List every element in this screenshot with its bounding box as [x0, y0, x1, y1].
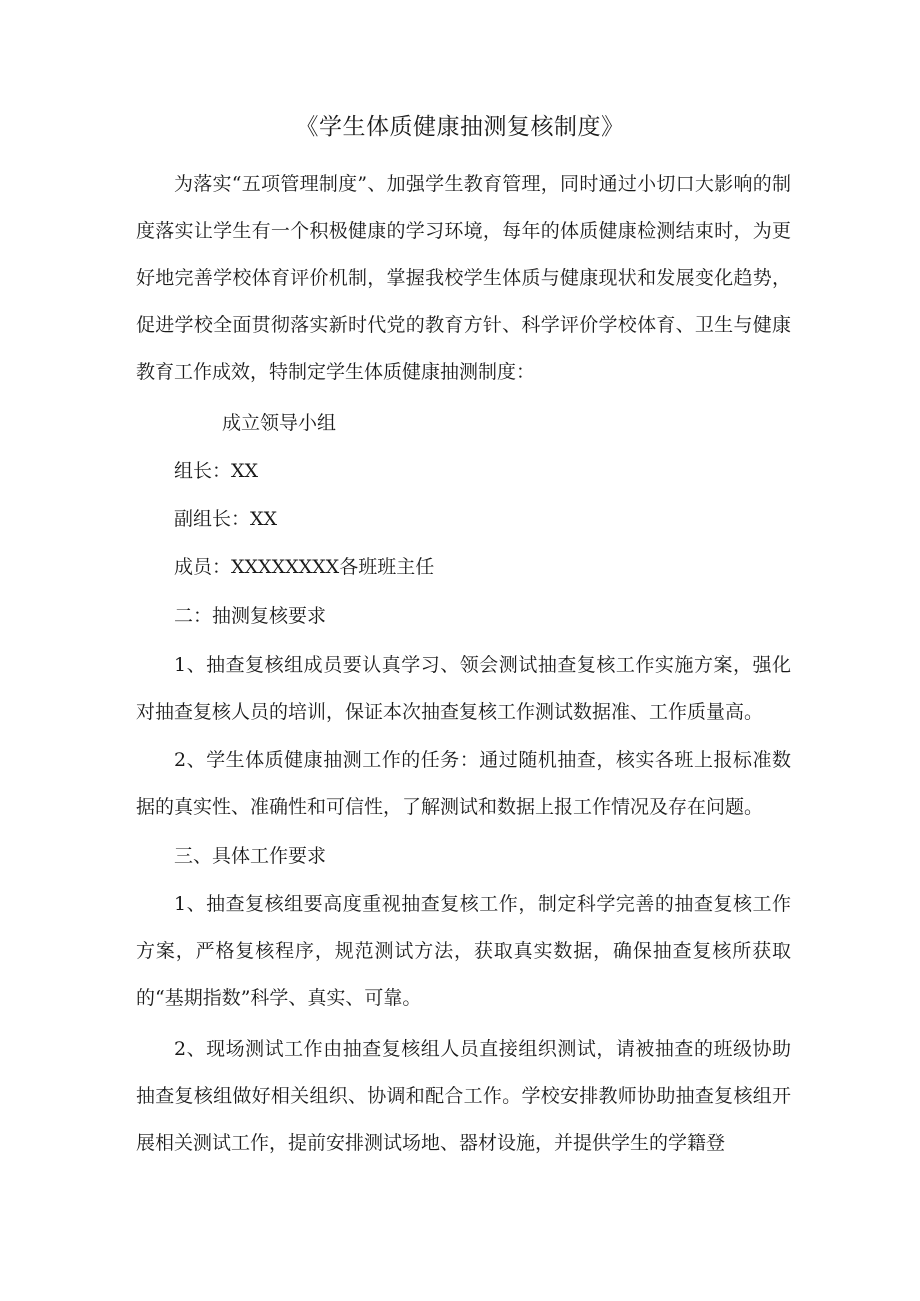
work-item-2: 2、现场测试工作由抽查复核组人员直接组织测试，请被抽查的班级协助抽查复核组做好相关组织、协调和配合工作。学校安排教师协助抽查复核组开展相关测试工作，提前安排测试场地、器材设施，并提供学生的学籍登: [136, 1038, 791, 1154]
section-leadership-heading: 成立领导小组: [222, 412, 337, 434]
document-title: 《学生体质健康抽测复核制度》: [295, 114, 625, 140]
leader-line: 组长：XX: [174, 460, 259, 482]
members-line: 成员：XXXXXXXX各班班主任: [174, 556, 435, 578]
work-item-1: 1、抽查复核组要高度重视抽查复核工作，制定科学完善的抽查复核工作方案，严格复核程序，规范测试方法，获取真实数据，确保抽查复核所获取的“基期指数”科学、真实、可靠。: [136, 893, 791, 1009]
requirement-item-1: 1、抽查复核组成员要认真学习、领会测试抽查复核工作实施方案，强化对抽查复核人员的培训，保证本次抽查复核工作测试数据准、工作质量高。: [136, 654, 791, 723]
requirement-item-2: 2、学生体质健康抽测工作的任务：通过随机抽查，核实各班上报标准数据的真实性、准确性和可信性，了解测试和数据上报工作情况及存在问题。: [136, 749, 791, 818]
intro-paragraph: 为落实“五项管理制度”、加强学生教育管理，同时通过小切口大影响的制度落实让学生有一个积极健康的学习环境，每年的体质健康检测结束时，为更好地完善学校体育评价机制，掌握我校学生体质与健康现状和发展变化趋势，促进学校全面贯彻落实新时代党的教育方针、科学评价学校体育、卫生与健康教育工作成效，特制定学生体质健康抽测制度：: [136, 173, 791, 383]
section-two-heading: 二：抽测复核要求: [174, 605, 327, 627]
section-three-heading: 三、具体工作要求: [174, 845, 327, 867]
deputy-leader-line: 副组长：XX: [174, 508, 278, 530]
